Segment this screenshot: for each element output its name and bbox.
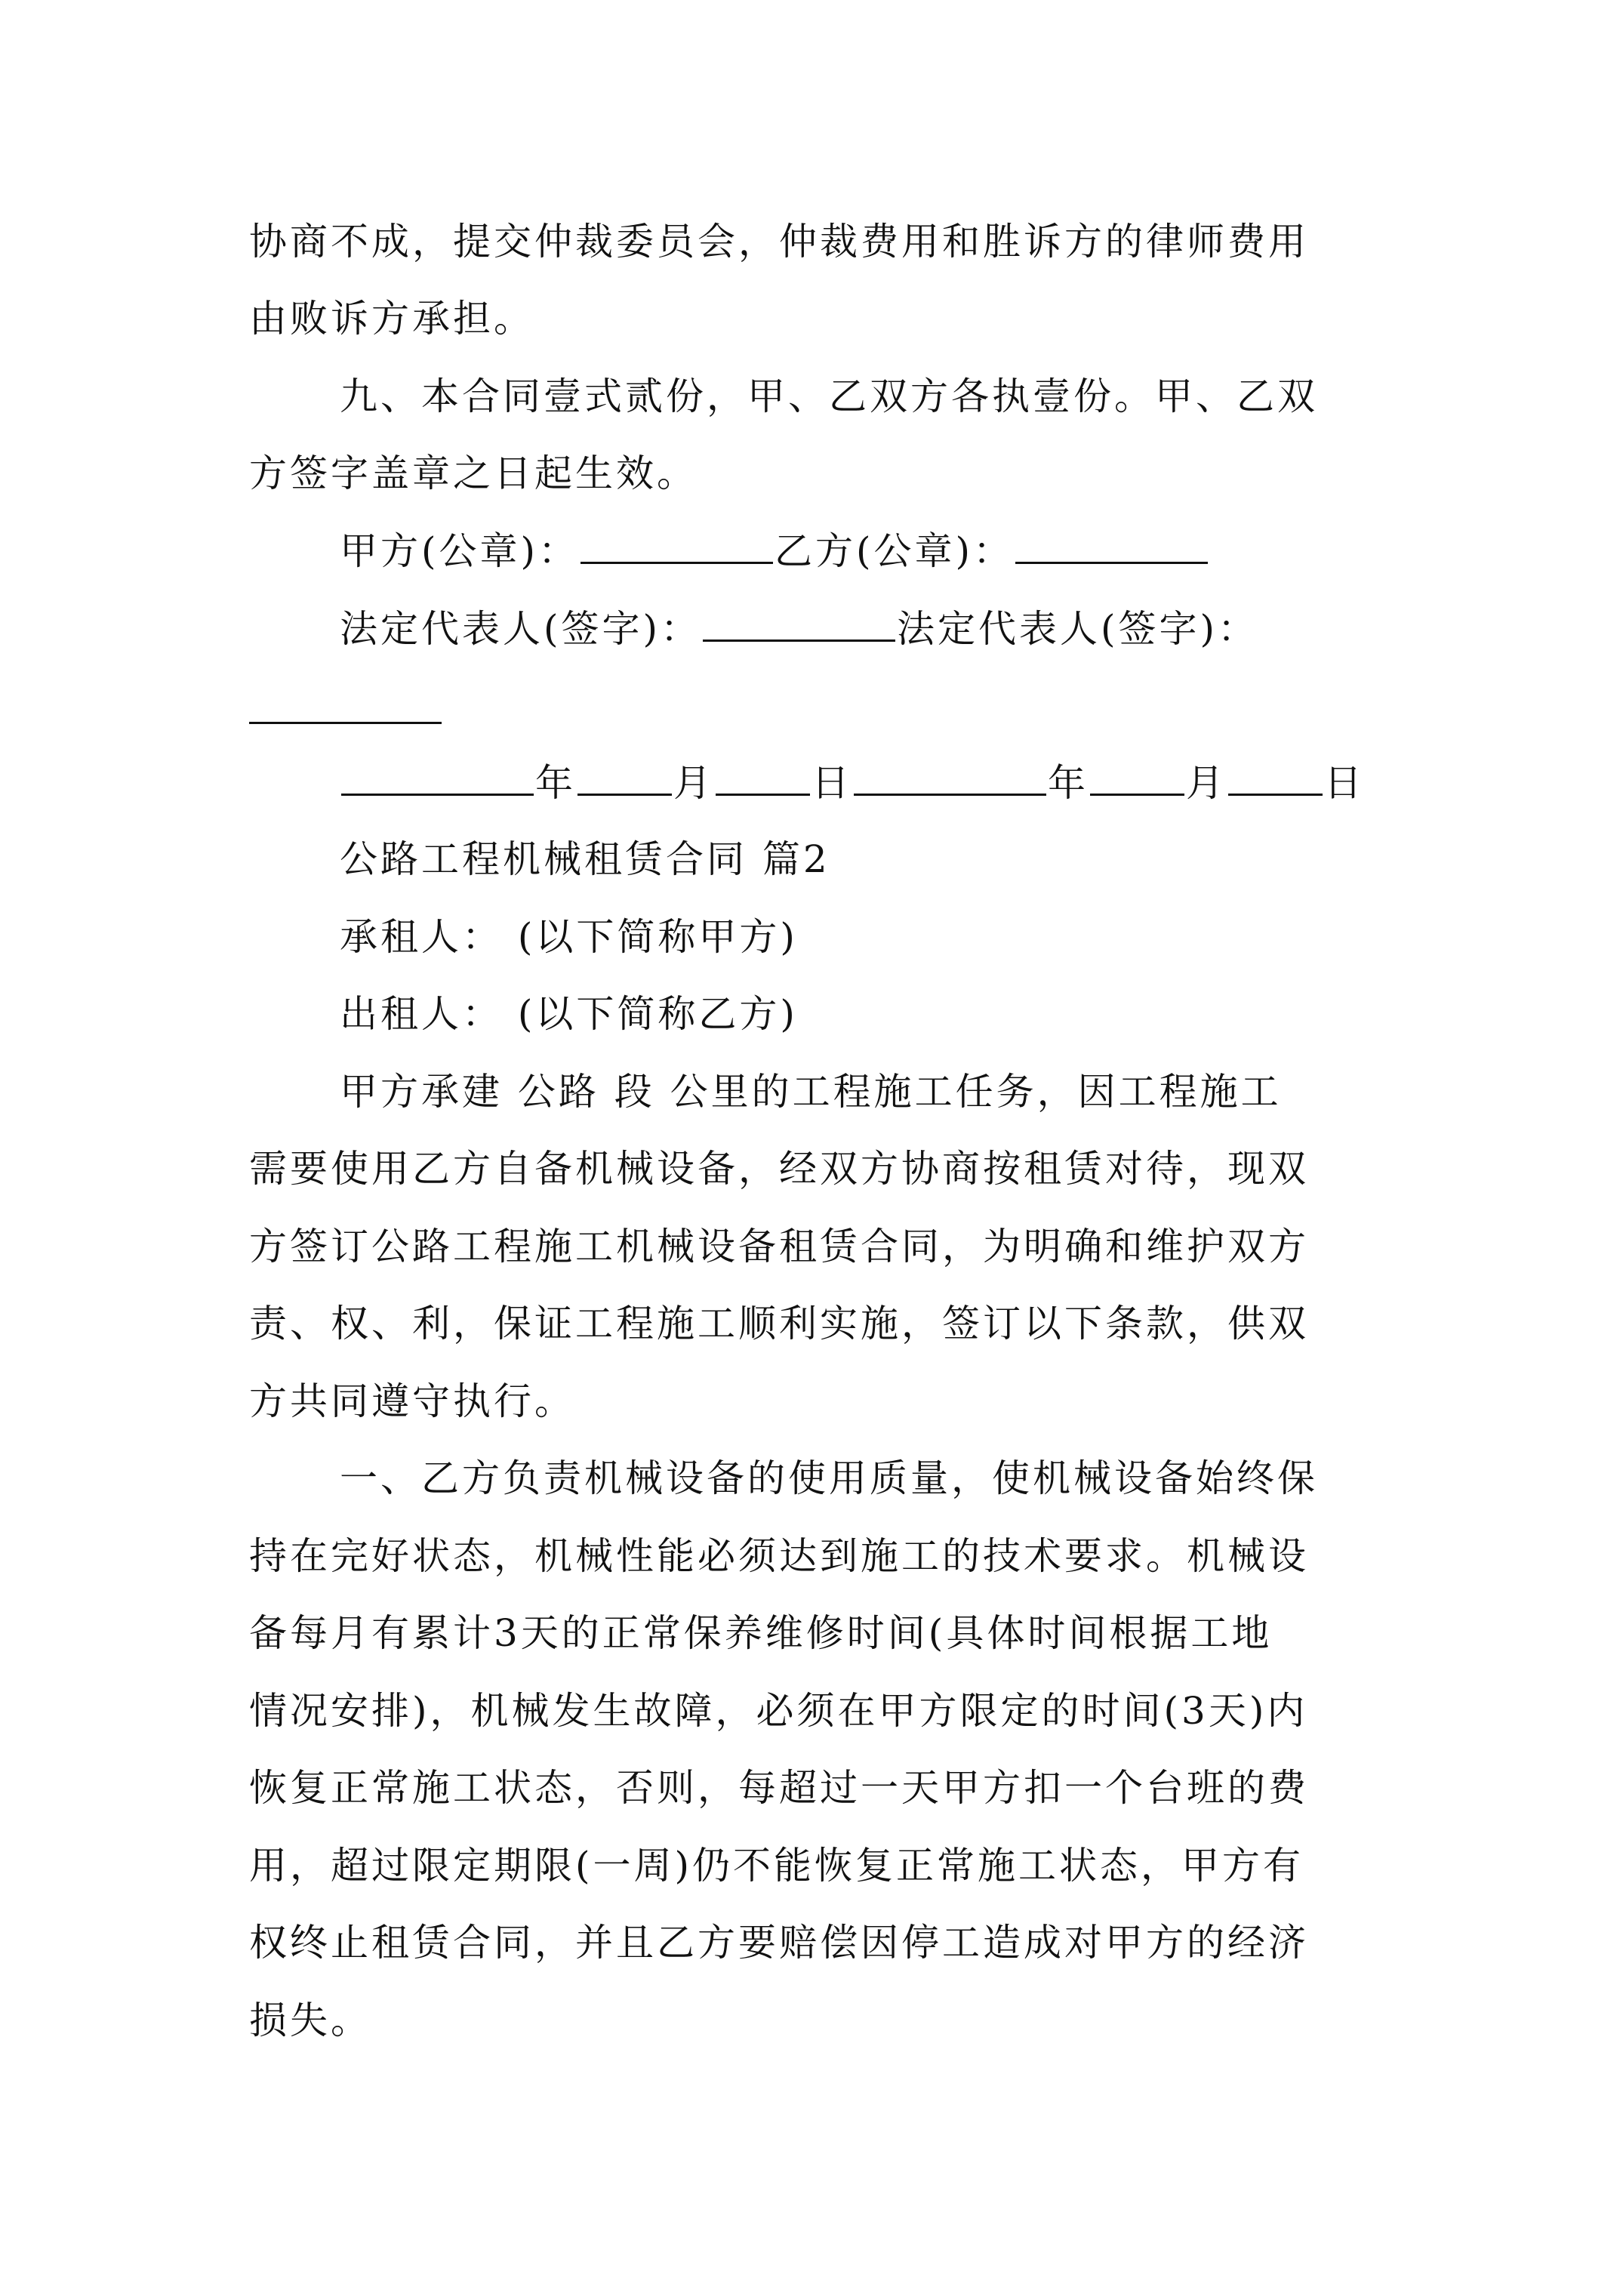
year-label: 年 [1048, 761, 1089, 805]
text-line: 九、本合同壹式贰份，甲、乙双方各执壹份。甲、乙双 [340, 374, 1318, 418]
text-line: 方共同遵守执行。 [249, 1379, 575, 1423]
party-b-seal-label: 乙方(公章)： [775, 529, 1015, 573]
party-b-seal-blank [1015, 529, 1208, 564]
rep-a-blank [703, 606, 895, 642]
text-line: 情况安排)，机械发生故障，必须在甲方限定的时间(3天)内 [249, 1689, 1308, 1733]
month-label: 月 [1186, 761, 1227, 805]
month-label: 月 [673, 761, 714, 805]
text-line: 协商不成，提交仲裁委员会，仲裁费用和胜诉方的律师费用 [249, 220, 1309, 264]
text-line: 一、乙方负责机械设备的使用质量，使机械设备始终保 [340, 1456, 1318, 1500]
date-line [340, 760, 1365, 806]
day-blank [1228, 760, 1323, 796]
month-blank [1090, 760, 1184, 796]
text-line: 方签字盖章之日起生效。 [249, 451, 698, 495]
text-line: 由败诉方承担。 [249, 297, 534, 341]
month-blank [577, 760, 672, 796]
text-line: 需要使用乙方自备机械设备，经双方协商按租赁对待，现双 [249, 1147, 1309, 1191]
party-a-seal-label: 甲方(公章)： [340, 529, 580, 573]
day-blank [716, 760, 810, 796]
section-title: 公路工程机械租赁合同 篇2 [340, 837, 830, 881]
text-line: 损失。 [249, 1999, 371, 2042]
text-line: 甲方承建 公路 段 公里的工程施工任务，因工程施工 [340, 1070, 1282, 1114]
text-line: 方签订公路工程施工机械设备租赁合同，为明确和维护双方 [249, 1225, 1309, 1268]
text-line: 用，超过限定期限(一周)仍不能恢复正常施工状态，甲方有 [249, 1844, 1304, 1888]
party-a-seal-blank [581, 529, 773, 564]
day-label: 日 [812, 761, 852, 805]
rep-a-label: 法定代表人(签字)： [340, 607, 702, 651]
year-label: 年 [535, 761, 576, 805]
day-label: 日 [1324, 761, 1365, 805]
seal-line [340, 529, 1209, 574]
text-line: 责、权、利，保证工程施工顺利实施，签订以下条款，供双 [249, 1302, 1309, 1345]
rep-b-label: 法定代表人(签字)： [897, 607, 1259, 651]
year-blank [341, 760, 534, 796]
lessee-line: 承租人： (以下简称甲方) [340, 915, 798, 959]
lessor-line: 出租人： (以下简称乙方) [340, 992, 798, 1036]
year-blank [854, 760, 1046, 796]
representative-line [340, 606, 1258, 652]
text-line: 恢复正常施工状态，否则，每超过一天甲方扣一个台班的费 [249, 1766, 1309, 1810]
text-line: 权终止租赁合同，并且乙方要赔偿因停工造成对甲方的经济 [249, 1921, 1309, 1965]
text-line: 备每月有累计3天的正常保养维修时间(具体时间根据工地 [249, 1611, 1273, 1655]
rep-b-blank [249, 722, 442, 724]
text-line: 持在完好状态，机械性能必须达到施工的技术要求。机械设 [249, 1534, 1309, 1578]
